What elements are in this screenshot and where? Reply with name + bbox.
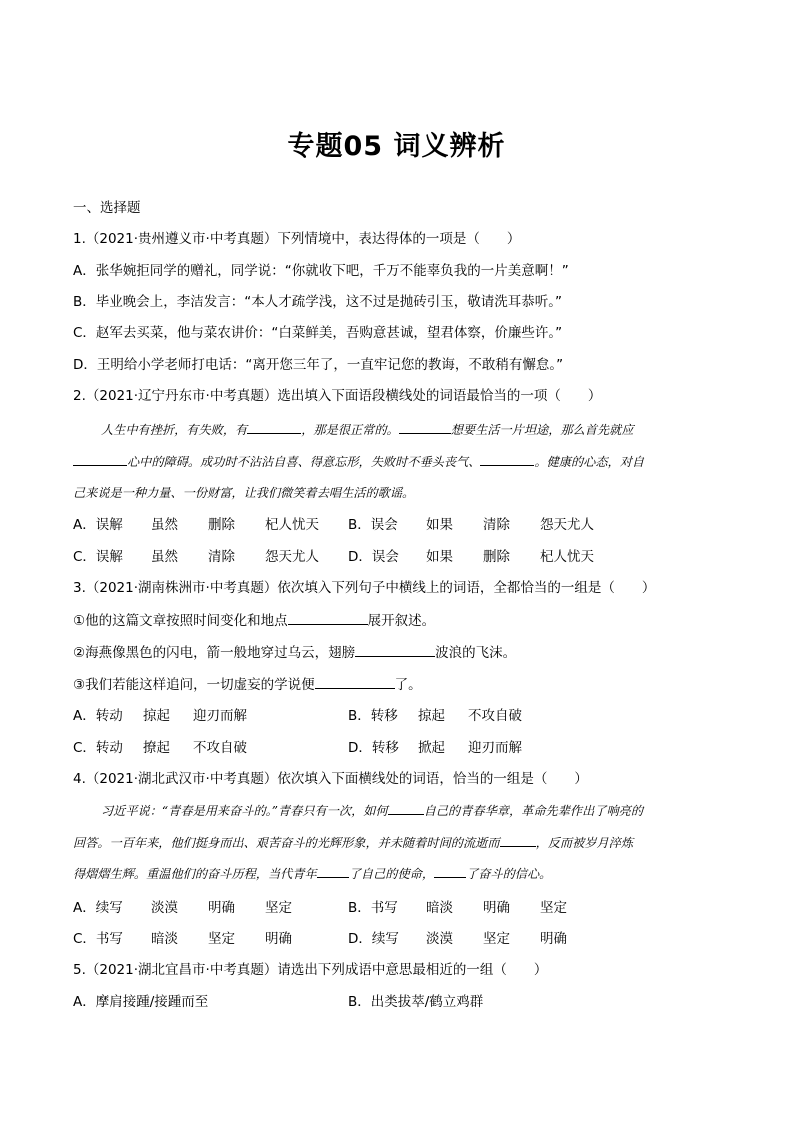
q2-option-a: A．误解 虽然 删除 杞人忧天	[73, 517, 319, 533]
q2-stem: 2.（2021·辽宁丹东市·中考真题）选出填入下面语段横线处的词语最恰当的一项（ ）	[73, 388, 602, 404]
q4-blank-3	[317, 864, 349, 878]
q2-passage-text: 想要生活一片坦途，那么首先就应	[450, 423, 634, 437]
q3-option-d: D．转移 掀起 迎刃而解	[348, 740, 522, 756]
q2-passage-text: 心中的障碍。成功时不沾沾自喜、得意忘形，失败时不垂头丧气、	[127, 454, 481, 469]
q4-passage: 习近平说：“青春是用来奋斗的。”青春只有一次，如何 自己的青春华章，革命先辈作出了响亮的 回答。一百年来，他们挺身而出、艰苦奋斗的光辉形象，并未随着时间的流逝而 ，反而被岁月淬炼 得熠熠生辉。重温他们的奋斗历程，当代青年 了自己的使命， 了奋斗的信心。	[73, 796, 723, 891]
q1-stem: 1.（2021·贵州遵义市·中考真题）下列情境中，表达得体的一项是（ ）	[73, 231, 521, 247]
q1-option-a: A．张华婉拒同学的赠礼，同学说：“你就收下吧，千万不能辜负我的一片美意啊！”	[73, 263, 569, 279]
q3-option-b: B．转移 掠起 不攻自破	[348, 708, 522, 724]
section-heading: 一、选择题	[73, 200, 141, 216]
q4-option-d: D．续写 淡漠 坚定 明确	[348, 931, 567, 947]
q2-passage-text: 人生中有挫折，有失败，有	[101, 423, 248, 437]
q4-blank-1	[388, 801, 424, 815]
q3-blank-1	[288, 611, 368, 625]
q1-option-b: B．毕业晚会上，李洁发言：“本人才疏学浅，这不过是抛砖引玉，敬请洗耳恭听。”	[73, 294, 562, 310]
q3-option-c: C．转动 撩起 不攻自破	[73, 740, 247, 756]
q3-stem: 3.（2021·湖南株洲市·中考真题）依次填入下列句子中横线上的词语，全都恰当的一组是（ ）	[73, 580, 656, 596]
q4-blank-4	[434, 864, 466, 878]
q4-blank-2	[500, 833, 536, 847]
q2-passage-text: ，那是很正常的。	[301, 423, 399, 437]
q3-option-a: A．转动 掠起 迎刃而解	[73, 708, 247, 724]
q5-option-b: B．出类拔萃/鹤立鸡群	[348, 994, 484, 1010]
q2-option-d: D．误会 如果 删除 杞人忧天	[348, 549, 594, 565]
q2-passage-text: 己来说是一种力量、一份财富，让我们微笑着去唱生活的歌谣。	[73, 486, 415, 500]
q2-blank-4	[480, 452, 534, 466]
q3-blank-2	[355, 643, 435, 657]
q2-blank-3	[73, 452, 127, 466]
q1-option-d: D．王明给小学老师打电话：“离开您三年了，一直牢记您的教诲，不敢稍有懈怠。”	[73, 357, 564, 373]
q5-stem: 5.（2021·湖北宜昌市·中考真题）请选出下列成语中意思最相近的一组（ ）	[73, 962, 548, 978]
q3-sentence-1: ①他的这篇文章按照时间变化和地点 展开叙述。	[73, 613, 436, 629]
q4-option-c: C．书写 暗淡 坚定 明确	[73, 931, 292, 947]
q2-option-c: C．误解 虽然 清除 怨天尤人	[73, 549, 319, 565]
q4-stem: 4.（2021·湖北武汉市·中考真题）依次填入下面横线处的词语，恰当的一组是（ ）	[73, 771, 588, 787]
q2-blank-1	[247, 420, 301, 434]
q4-option-b: B．书写 暗淡 明确 坚定	[348, 900, 567, 916]
q4-option-a: A．续写 淡漠 明确 坚定	[73, 900, 292, 916]
q1-option-c: C．赵军去买菜，他与菜农讲价：“白菜鲜美，吾购意甚诚，望君体察，价廉些许。”	[73, 325, 563, 341]
q3-blank-3	[315, 675, 395, 689]
q2-blank-2	[399, 420, 451, 434]
q3-sentence-3: ③我们若能这样追问，一切虚妄的学说便 了。	[73, 677, 422, 693]
page-title: 专题05 词义辨析	[287, 131, 506, 162]
q2-option-b: B．误会 如果 清除 怨天尤人	[348, 517, 594, 533]
q5-option-a: A．摩肩接踵/接踵而至	[73, 994, 209, 1010]
q2-passage-text: 。健康的心态，对自	[534, 454, 645, 469]
q3-sentence-2: ②海燕像黑色的闪电，箭一般地穿过乌云，翅膀 波浪的飞沫。	[73, 645, 517, 661]
q2-passage	[73, 415, 723, 510]
